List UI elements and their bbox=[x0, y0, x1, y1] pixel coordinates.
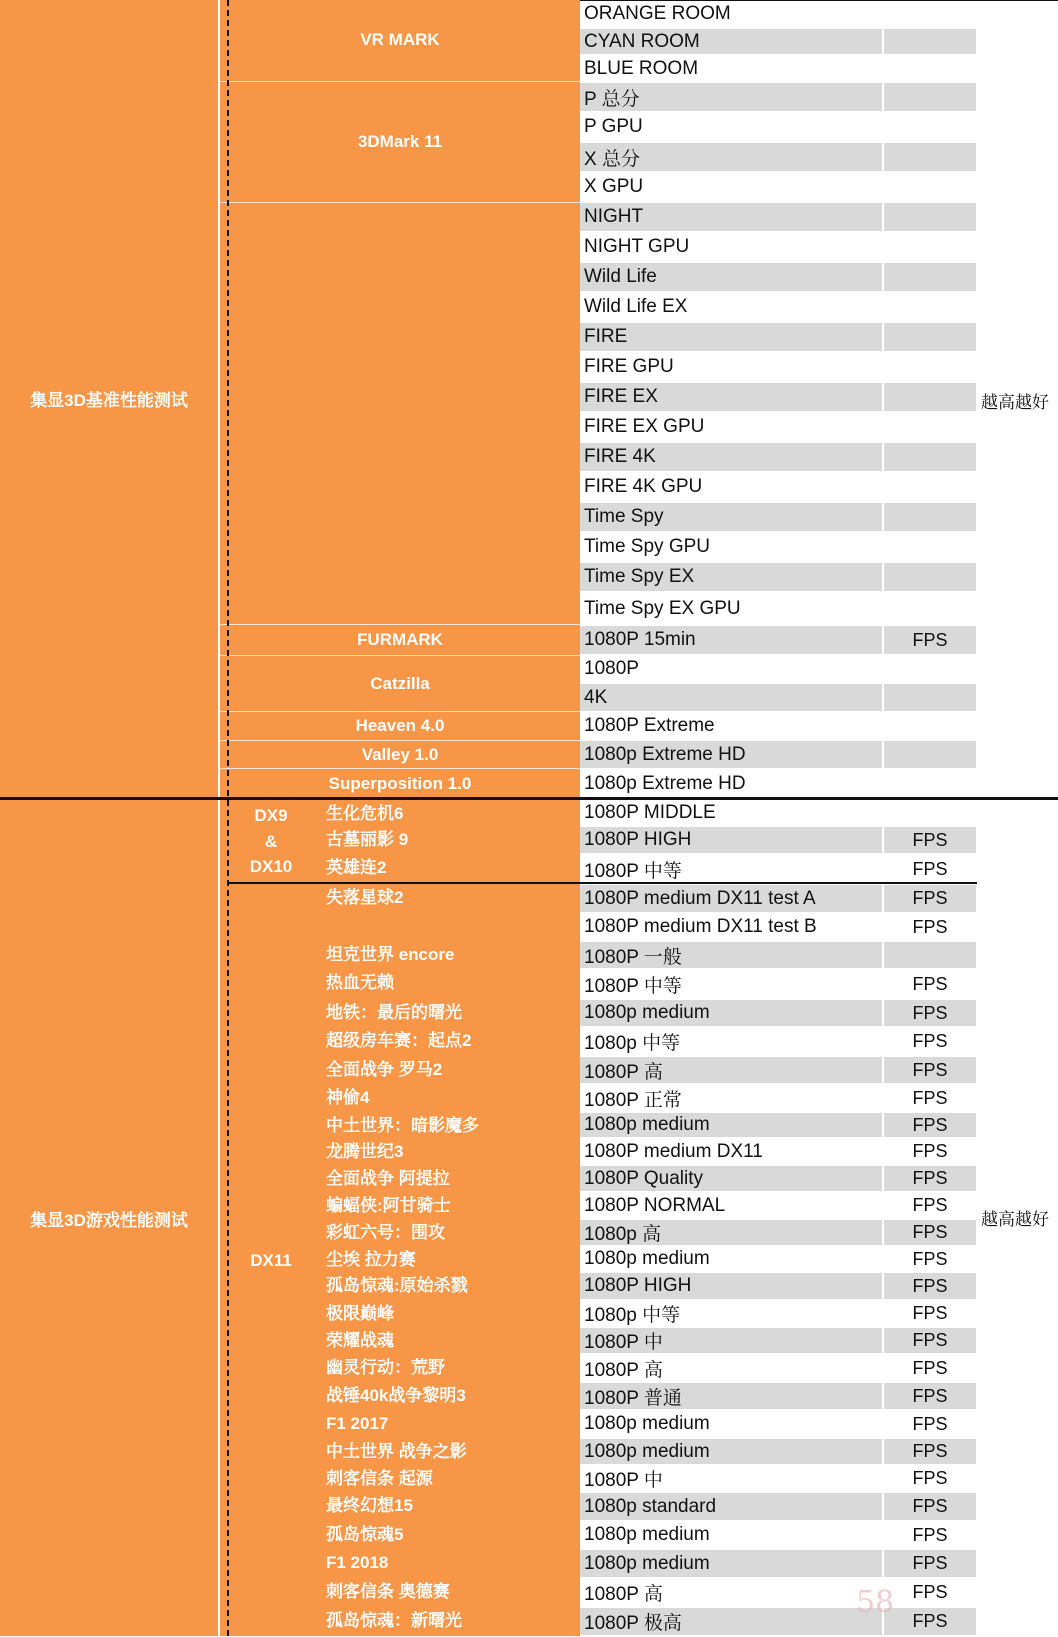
benchmark-row bbox=[580, 142, 976, 172]
benchmark-row bbox=[580, 442, 976, 472]
test-setting: 1080P HIGH bbox=[580, 1273, 882, 1299]
watermark: 58 bbox=[856, 1585, 895, 1620]
test-setting: Time Spy bbox=[580, 503, 882, 531]
test-setting: 1080P medium DX11 test B bbox=[584, 916, 817, 937]
benchmark-row bbox=[580, 412, 976, 442]
test-unit: FPS bbox=[884, 1000, 976, 1026]
game-row bbox=[580, 1607, 976, 1636]
test-unit: FPS bbox=[912, 1357, 948, 1378]
tool-separator bbox=[220, 202, 580, 203]
game-row bbox=[580, 913, 976, 941]
test-unit: FPS bbox=[884, 1550, 976, 1577]
game-title: 战锤40k战争黎明3 bbox=[326, 1386, 466, 1405]
test-unit bbox=[884, 473, 976, 501]
test-setting: FIRE EX GPU bbox=[584, 416, 705, 437]
game-row bbox=[580, 1521, 976, 1549]
test-setting: 1080p 高 bbox=[580, 1220, 882, 1245]
game-title: 龙腾世纪3 bbox=[326, 1142, 404, 1161]
test-setting: ORANGE ROOM bbox=[584, 3, 731, 24]
test-unit: FPS bbox=[884, 827, 976, 853]
test-unit: FPS bbox=[912, 916, 948, 937]
test-setting: 1080P Extreme bbox=[584, 715, 715, 736]
tool-furmark bbox=[220, 625, 580, 655]
benchmark-row bbox=[580, 625, 976, 655]
benchmark-row bbox=[580, 82, 976, 112]
api-group-label: DX11 bbox=[250, 1250, 292, 1270]
game-row bbox=[580, 854, 976, 884]
test-setting: Wild Life bbox=[580, 263, 882, 291]
tool-valley bbox=[220, 740, 580, 769]
test-unit bbox=[884, 29, 976, 54]
test-setting: 1080p medium bbox=[584, 1413, 710, 1434]
tool-label: FURMARK bbox=[357, 630, 443, 649]
test-setting: 1080P Quality bbox=[580, 1166, 882, 1191]
api-group-label: DX9 & DX10 bbox=[249, 806, 293, 877]
game-row bbox=[580, 1465, 976, 1492]
game-title: 彩虹六号：围攻 bbox=[326, 1223, 445, 1242]
test-setting: 1080P medium DX11 test A bbox=[580, 885, 882, 912]
test-unit: FPS bbox=[884, 1493, 976, 1520]
test-setting: Time Spy GPU bbox=[584, 536, 710, 557]
test-unit: FPS bbox=[884, 1166, 976, 1191]
test-setting: 1080p medium bbox=[580, 1000, 882, 1026]
benchmark-row bbox=[580, 202, 976, 232]
test-unit bbox=[884, 233, 976, 261]
test-setting: FIRE GPU bbox=[584, 356, 674, 377]
tool-separator bbox=[220, 768, 580, 769]
api-group-dx9-dx10 bbox=[220, 800, 322, 883]
category-game bbox=[0, 800, 218, 1636]
test-setting: 1080p Extreme HD bbox=[584, 772, 746, 794]
test-setting: P GPU bbox=[584, 116, 643, 137]
test-setting: 1080P 高 bbox=[580, 1057, 882, 1083]
test-setting: 4K bbox=[580, 684, 882, 711]
tool-separator bbox=[220, 655, 580, 656]
test-unit: FPS bbox=[884, 1328, 976, 1353]
test-unit: FPS bbox=[912, 973, 948, 994]
api-group-dx11 bbox=[220, 885, 322, 1636]
test-unit bbox=[884, 113, 976, 141]
game-title: 尘埃 拉力赛 bbox=[326, 1250, 416, 1269]
tool-superposition bbox=[220, 769, 580, 798]
test-setting: Time Spy EX GPU bbox=[584, 597, 741, 619]
game-title: 坦克世界 encore bbox=[326, 945, 455, 964]
test-setting: 1080P NORMAL bbox=[584, 1194, 726, 1216]
group-divider bbox=[227, 882, 977, 884]
tool-catzilla bbox=[220, 656, 580, 712]
game-title: 中土世界 战争之影 bbox=[326, 1442, 467, 1461]
game-title: 全面战争 罗马2 bbox=[326, 1060, 443, 1079]
game-row bbox=[580, 1056, 976, 1084]
benchmark-row bbox=[580, 172, 976, 202]
test-setting: 1080p 中等 bbox=[584, 1033, 681, 1054]
benchmark-row bbox=[580, 683, 976, 712]
test-unit bbox=[884, 263, 976, 291]
test-unit bbox=[884, 741, 976, 768]
test-setting: 1080P 普通 bbox=[580, 1383, 882, 1409]
game-title: 刺客信条 起源 bbox=[326, 1469, 433, 1488]
test-unit bbox=[884, 770, 976, 797]
game-row bbox=[580, 1246, 976, 1272]
test-unit bbox=[884, 713, 976, 739]
test-unit: FPS bbox=[884, 1220, 976, 1245]
test-unit bbox=[884, 563, 976, 591]
test-unit: FPS bbox=[912, 1582, 948, 1602]
game-row bbox=[580, 1492, 976, 1521]
game-row bbox=[580, 969, 976, 999]
test-unit: FPS bbox=[912, 858, 948, 879]
game-row bbox=[580, 1165, 976, 1192]
game-row bbox=[580, 1438, 976, 1465]
test-unit: FPS bbox=[884, 885, 976, 912]
game-row bbox=[580, 1327, 976, 1354]
test-unit: FPS bbox=[912, 1087, 948, 1108]
note-game: 越高越好 bbox=[981, 1210, 1049, 1229]
game-title: 全面战争 阿提拉 bbox=[326, 1169, 450, 1188]
game-row bbox=[580, 1382, 976, 1410]
test-setting: 1080P bbox=[584, 658, 639, 679]
category-benchmark bbox=[0, 0, 218, 797]
test-setting: 1080P 一般 bbox=[580, 942, 882, 968]
test-unit: FPS bbox=[912, 1195, 948, 1215]
benchmark-row bbox=[580, 769, 976, 798]
test-unit: FPS bbox=[884, 1608, 976, 1635]
game-title: 幽灵行动：荒野 bbox=[326, 1358, 445, 1377]
test-setting: 1080p medium bbox=[580, 1550, 882, 1577]
game-title: 古墓丽影 9 bbox=[326, 830, 409, 849]
test-setting: Wild Life EX bbox=[584, 296, 688, 317]
test-setting: 1080P 15min bbox=[580, 626, 882, 654]
game-row bbox=[580, 1138, 976, 1165]
game-title: 蝙蝠侠:阿甘骑士 bbox=[326, 1196, 451, 1215]
test-setting: FIRE 4K GPU bbox=[584, 476, 703, 497]
game-row bbox=[580, 999, 976, 1027]
game-row bbox=[580, 800, 976, 826]
game-title: F1 2017 bbox=[326, 1414, 389, 1433]
test-setting: 1080P 极高 bbox=[580, 1608, 882, 1635]
game-title: 孤岛惊魂：新曙光 bbox=[326, 1611, 462, 1630]
game-title: 孤岛惊魂:原始杀戮 bbox=[326, 1276, 468, 1295]
game-row bbox=[580, 1084, 976, 1112]
tool-label: VR MARK bbox=[360, 30, 440, 49]
game-row bbox=[580, 884, 976, 913]
test-unit bbox=[884, 684, 976, 711]
test-setting: 1080p medium bbox=[580, 1439, 882, 1464]
game-row bbox=[580, 1578, 976, 1607]
game-row bbox=[580, 1112, 976, 1138]
test-setting: X GPU bbox=[584, 176, 644, 197]
benchmark-row bbox=[580, 0, 976, 28]
benchmark-row bbox=[580, 592, 976, 625]
game-row bbox=[580, 1192, 976, 1219]
section-divider bbox=[0, 797, 1058, 800]
tool-label: Heaven 4.0 bbox=[355, 716, 445, 735]
benchmark-row bbox=[580, 112, 976, 142]
test-setting: 1080P 中 bbox=[584, 1470, 663, 1491]
test-setting: 1080P HIGH bbox=[580, 827, 882, 853]
test-unit bbox=[884, 353, 976, 381]
test-unit: FPS bbox=[912, 1413, 948, 1434]
test-unit bbox=[884, 383, 976, 411]
test-unit: FPS bbox=[884, 1273, 976, 1299]
benchmark-row bbox=[580, 712, 976, 740]
test-setting: 1080P 中等 bbox=[584, 975, 682, 997]
test-unit bbox=[884, 801, 976, 825]
test-unit bbox=[884, 143, 976, 171]
benchmark-row bbox=[580, 232, 976, 262]
benchmark-row bbox=[580, 562, 976, 592]
tool-label: Valley 1.0 bbox=[361, 744, 439, 764]
test-setting: 1080p 中等 bbox=[584, 1305, 681, 1326]
game-title: 中土世界：暗影魔多 bbox=[326, 1116, 479, 1135]
game-row bbox=[580, 1549, 976, 1578]
test-setting: FIRE EX bbox=[580, 383, 882, 411]
game-row bbox=[580, 1219, 976, 1246]
benchmark-row bbox=[580, 292, 976, 322]
test-unit: FPS bbox=[884, 1383, 976, 1409]
test-unit: FPS bbox=[912, 1524, 948, 1545]
tool-separator bbox=[220, 740, 580, 741]
game-row bbox=[580, 1410, 976, 1438]
test-unit: FPS bbox=[912, 1031, 948, 1051]
game-title: 热血无赖 bbox=[326, 973, 394, 992]
tool-separator bbox=[220, 624, 580, 625]
test-setting: 1080p medium bbox=[584, 1248, 710, 1269]
test-unit: FPS bbox=[884, 1113, 976, 1137]
game-title: 荣耀战魂 bbox=[326, 1331, 394, 1350]
game-row bbox=[580, 1300, 976, 1327]
test-unit bbox=[884, 413, 976, 441]
test-setting: 1080p standard bbox=[580, 1493, 882, 1520]
test-setting: 1080p medium bbox=[584, 1524, 710, 1545]
test-setting: P 总分 bbox=[580, 83, 882, 111]
test-setting: NIGHT bbox=[580, 203, 882, 231]
test-setting: 1080P 中 bbox=[580, 1328, 882, 1353]
tool-label: 3DMark 11 bbox=[357, 132, 443, 151]
test-setting: 1080P 中等 bbox=[584, 860, 682, 882]
test-unit bbox=[884, 83, 976, 111]
test-unit bbox=[884, 503, 976, 531]
benchmark-row bbox=[580, 352, 976, 382]
benchmark-row bbox=[580, 262, 976, 292]
column-divider bbox=[227, 0, 229, 1636]
game-row bbox=[580, 1272, 976, 1300]
game-title: 孤岛惊魂5 bbox=[326, 1525, 404, 1544]
benchmark-row bbox=[580, 382, 976, 412]
test-setting: 1080p medium bbox=[580, 1113, 882, 1137]
game-title: 神偷4 bbox=[326, 1088, 370, 1107]
game-title: 地铁：最后的曙光 bbox=[326, 1003, 462, 1022]
test-unit bbox=[884, 56, 976, 81]
test-setting: X 总分 bbox=[580, 143, 882, 171]
test-setting: BLUE ROOM bbox=[584, 57, 699, 79]
test-unit: FPS bbox=[912, 1303, 948, 1323]
test-unit bbox=[884, 656, 976, 682]
test-unit bbox=[884, 942, 976, 968]
top-border bbox=[580, 0, 1058, 1]
test-setting: Time Spy EX bbox=[580, 563, 882, 591]
game-row bbox=[580, 1354, 976, 1382]
benchmark-row bbox=[580, 472, 976, 502]
test-unit bbox=[884, 323, 976, 351]
test-unit bbox=[884, 443, 976, 471]
benchmark-row bbox=[580, 322, 976, 352]
benchmark-row bbox=[580, 740, 976, 769]
test-setting: 1080P medium DX11 bbox=[584, 1140, 763, 1162]
test-unit: FPS bbox=[884, 1057, 976, 1083]
category-game-label: 集显3D游戏性能测试 bbox=[30, 1210, 188, 1230]
game-row bbox=[580, 826, 976, 854]
test-setting: 1080P 高 bbox=[584, 1584, 663, 1605]
game-title: 失落星球2 bbox=[326, 888, 404, 907]
test-unit bbox=[884, 203, 976, 231]
tool-vrmark bbox=[220, 0, 580, 80]
note-benchmark: 越高越好 bbox=[981, 393, 1049, 412]
test-setting: 1080P 正常 bbox=[584, 1089, 682, 1111]
test-unit: FPS bbox=[912, 1248, 948, 1269]
game-title: 超级房车赛：起点2 bbox=[326, 1031, 472, 1050]
test-setting: 1080p Extreme HD bbox=[580, 741, 882, 768]
benchmark-row bbox=[580, 655, 976, 683]
tool-heaven bbox=[220, 712, 580, 740]
game-title: 刺客信条 奥德赛 bbox=[326, 1582, 450, 1601]
benchmark-row bbox=[580, 28, 976, 55]
test-unit: FPS bbox=[884, 1439, 976, 1464]
category-benchmark-label: 集显3D基准性能测试 bbox=[30, 391, 188, 410]
test-unit bbox=[884, 1, 976, 27]
test-setting: NIGHT GPU bbox=[584, 236, 690, 257]
test-unit bbox=[884, 533, 976, 561]
game-title: F1 2018 bbox=[326, 1553, 389, 1572]
test-unit bbox=[884, 293, 976, 321]
game-title: 极限巅峰 bbox=[326, 1304, 394, 1323]
test-setting: FIRE bbox=[580, 323, 882, 351]
test-unit: FPS bbox=[912, 1141, 948, 1161]
game-title: 生化危机6 bbox=[326, 804, 404, 823]
tool-separator bbox=[220, 81, 580, 82]
benchmark-row bbox=[580, 55, 976, 82]
test-setting: CYAN ROOM bbox=[580, 29, 882, 54]
benchmark-row bbox=[580, 532, 976, 562]
tool-separator bbox=[220, 711, 580, 712]
game-title: 英雄连2 bbox=[326, 858, 387, 877]
game-row bbox=[580, 1027, 976, 1056]
game-title: 最终幻想15 bbox=[326, 1496, 413, 1515]
test-unit bbox=[884, 173, 976, 201]
tool-label: Superposition 1.0 bbox=[328, 773, 472, 793]
tool-3dmark11 bbox=[220, 82, 580, 202]
test-unit bbox=[884, 593, 976, 624]
test-setting: FIRE 4K bbox=[580, 443, 882, 471]
test-unit: FPS bbox=[884, 626, 976, 654]
game-title bbox=[322, 918, 580, 942]
tool-label: Catzilla bbox=[370, 674, 430, 693]
test-setting: 1080P 高 bbox=[584, 1359, 663, 1381]
game-row bbox=[580, 941, 976, 969]
test-unit: FPS bbox=[912, 1468, 948, 1488]
benchmark-row bbox=[580, 502, 976, 532]
test-setting: 1080P MIDDLE bbox=[584, 802, 716, 823]
